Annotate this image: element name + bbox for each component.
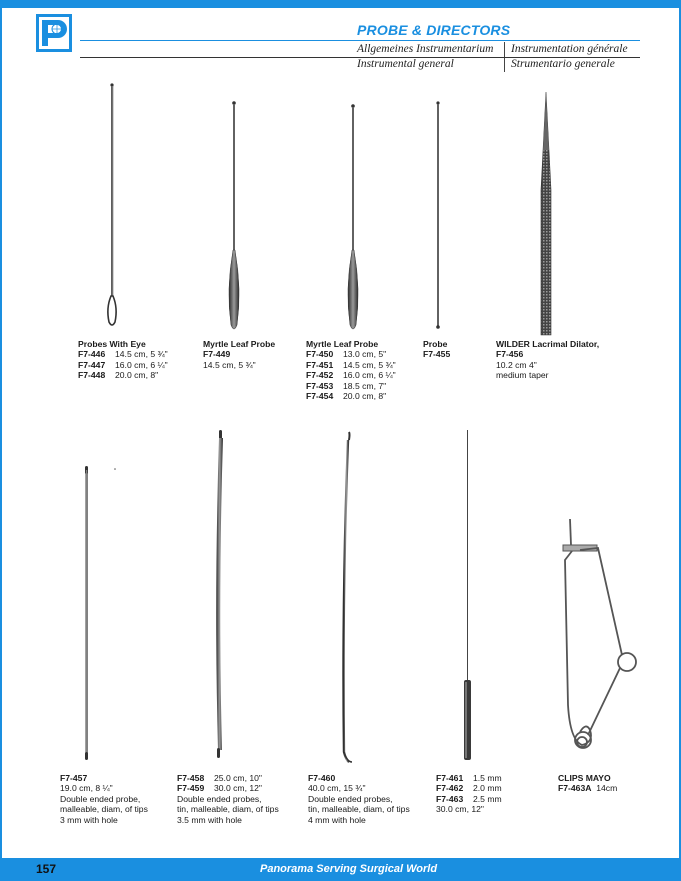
product-code: F7-462: [436, 783, 464, 794]
product-size: 19.0 cm, 8 ¼": [60, 783, 113, 794]
myrtle-leaf-probe-icon: [229, 101, 239, 329]
double-ended-probe-tin-icon: [216, 430, 223, 758]
product-code: F7-448: [78, 370, 106, 381]
myrtle-leaf-probe-set-icon: [348, 104, 358, 329]
caption-myrtle-leaf-probe: [203, 339, 275, 370]
clips-mayo-icon: [563, 519, 636, 748]
product-code: F7-457: [60, 773, 88, 783]
product-code: F7-460: [308, 773, 336, 783]
caption-title: Myrtle Leaf Probe: [203, 339, 276, 349]
product-size: 16.0 cm, 6 ¼": [343, 370, 396, 381]
lang-spanish: Instrumental general: [357, 58, 454, 70]
product-size: 14.5 cm, 5 ¾": [203, 359, 256, 370]
product-code: F7-454: [306, 391, 334, 402]
caption-probes-with-eye: [78, 339, 168, 381]
product-note: 30.0 cm, 12": [436, 804, 484, 815]
caption-title: WILDER Lacrimal Dilator,: [496, 339, 600, 349]
product-code: F7-459: [177, 783, 205, 794]
product-code: F7-463: [436, 793, 464, 804]
product-code: F7-455: [423, 349, 451, 360]
speck-dot: [114, 468, 116, 470]
product-note: 3.5 mm with hole: [177, 814, 242, 825]
double-ended-probe-long-icon: [344, 432, 353, 762]
product-size: 18.5 cm, 7": [343, 380, 387, 391]
product-code: F7-461: [436, 773, 464, 783]
product-note: Double ended probes,: [177, 793, 262, 804]
caption-probe: [423, 339, 450, 360]
product-size: 14.5 cm, 5 ¾": [115, 349, 168, 360]
product-size: 30.0 cm, 12": [214, 783, 262, 794]
lang-french: Instrumentation générale: [511, 43, 628, 55]
product-note: Double ended probe,: [60, 793, 141, 804]
caption-wilder-dilator: [496, 339, 599, 381]
product-size: 25.0 cm, 10": [214, 773, 262, 783]
product-size: 14cm: [596, 783, 618, 794]
product-size: 14.5 cm, 5 ¾": [343, 359, 396, 370]
product-note: 4 mm with hole: [308, 814, 366, 825]
caption-title: Myrtle Leaf Probe: [306, 339, 379, 349]
product-code: F7-451: [306, 359, 334, 370]
product-size: 2.0 mm: [473, 783, 502, 794]
product-code: F7-453: [306, 380, 334, 391]
product-code: F7-450: [306, 349, 334, 360]
probe-with-eye-icon: [108, 83, 116, 325]
lacrimal-dilator-icon: [541, 92, 551, 335]
product-size: 10.2 cm 4": [496, 359, 537, 370]
caption-f7-457: [60, 773, 148, 825]
product-code: F7-458: [177, 773, 205, 783]
double-ended-probe-icon: [85, 466, 88, 760]
product-note: medium taper: [496, 370, 549, 381]
product-size: 1.5 mm: [473, 773, 502, 783]
footer-tagline: Panorama Serving Surgical World: [260, 863, 438, 875]
product-size: 2.5 mm: [473, 793, 502, 804]
caption-f7-458: [177, 773, 279, 825]
lang-italian: Strumentario generale: [511, 58, 615, 70]
product-size: 20.0 cm, 8": [343, 391, 387, 402]
product-note: malleable, diam, of tips: [60, 804, 148, 815]
caption-f7-461: [436, 773, 502, 815]
product-code: F7-447: [78, 359, 106, 370]
product-code: F7-456: [496, 349, 524, 360]
caption-f7-460: [308, 773, 410, 825]
product-size: 40.0 cm, 15 ¾": [308, 783, 366, 794]
probe-icon: [436, 101, 440, 328]
product-note: tin, malleable, diam, of tips: [177, 804, 279, 815]
product-size: 13.0 cm, 5": [343, 349, 387, 360]
handled-probe-icon: [464, 430, 471, 760]
page-number: 157: [36, 862, 57, 876]
caption-title: Probe: [423, 339, 448, 349]
product-size: 16.0 cm, 6 ¼": [115, 359, 168, 370]
product-size: 20.0 cm, 8": [115, 370, 159, 381]
product-note: Double ended probes,: [308, 793, 393, 804]
product-code: F7-463A: [558, 783, 592, 794]
page-title: PROBE & DIRECTORS: [357, 22, 511, 38]
product-code: F7-446: [78, 349, 106, 360]
lang-german: Allgemeines Instrumentarium: [357, 43, 494, 55]
caption-myrtle-leaf-probe-set: [306, 339, 396, 401]
product-note: tin, malleable, diam, of tips: [308, 804, 410, 815]
caption-title: Probes With Eye: [78, 339, 146, 349]
caption-title: CLIPS MAYO: [558, 773, 611, 783]
caption-clips-mayo: [558, 773, 617, 794]
product-code: F7-452: [306, 370, 334, 381]
product-note: 3 mm with hole: [60, 814, 118, 825]
product-code: F7-449: [203, 349, 231, 360]
